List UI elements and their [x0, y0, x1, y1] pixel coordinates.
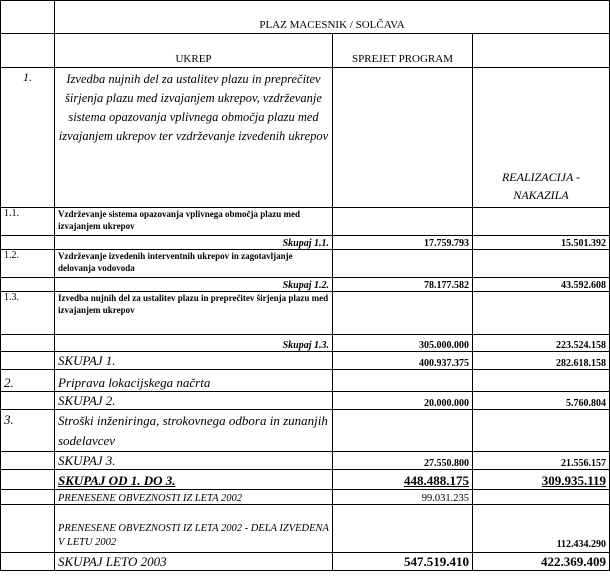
cell-blank — [473, 34, 610, 68]
item-1-3-row — [1, 292, 610, 335]
izvedena-realizacija: 112.434.290 — [473, 505, 610, 553]
cell-blank — [1, 452, 55, 470]
table-title: PLAZ MACESNIK / SOLČAVA — [55, 1, 610, 34]
skupaj2-label: SKUPAJ 2. — [55, 392, 333, 410]
cell-blank — [333, 410, 473, 452]
skupaj2003-program: 547.519.410 — [333, 553, 473, 571]
cell-blank — [1, 392, 55, 410]
item-1-1-program: 17.759.793 — [333, 236, 473, 250]
header-sprejet: SPREJET PROGRAM — [333, 34, 473, 68]
item-1-2-sum-label: Skupaj 1.2. — [55, 278, 333, 292]
section1-num: 1. — [1, 68, 55, 208]
item-1-2-row — [1, 250, 610, 278]
cell-blank — [1, 490, 55, 505]
section3-row — [1, 410, 610, 452]
cell-blank — [1, 1, 55, 34]
skupaj2003-realizacija: 422.369.409 — [473, 553, 610, 571]
skupaj3-row — [1, 452, 610, 470]
prenesene-label: PRENESENE OBVEZNOSTI IZ LETA 2002 — [55, 490, 333, 505]
cell-blank — [473, 250, 610, 278]
cell-blank — [333, 370, 473, 392]
item-1-1-sum-label: Skupaj 1.1. — [55, 236, 333, 250]
item-1-3-text: Izvedba nujnih del za ustalitev plazu in preprečitev širjenja plazu med izvajanjem ukrepov — [55, 292, 333, 335]
item-1-2-program: 78.177.582 — [333, 278, 473, 292]
item-1-1-sum-row — [1, 236, 610, 250]
section3-text: Stroški inženiringa, strokovnega odbora in zunanjih sodelavcev — [55, 410, 333, 452]
cell-blank — [1, 470, 55, 490]
cell-blank — [1, 236, 55, 250]
skupaj1-label: SKUPAJ 1. — [55, 352, 333, 370]
izvedena-label: PRENESENE OBVEZNOSTI IZ LETA 2002 - DELA IZVEDENA V LETU 2002 — [55, 505, 333, 553]
cell-blank — [473, 208, 610, 236]
skupaj1-realizacija: 282.618.158 — [473, 352, 610, 370]
skupaj13-row — [1, 470, 610, 490]
header-row — [1, 34, 610, 68]
section2-num: 2. — [1, 370, 55, 392]
cell-blank — [333, 208, 473, 236]
cell-blank — [333, 292, 473, 335]
skupaj3-label: SKUPAJ 3. — [55, 452, 333, 470]
item-1-3-realizacija: 223.524.158 — [473, 335, 610, 352]
item-1-1-row — [1, 208, 610, 236]
section2-row — [1, 370, 610, 392]
cell-blank — [1, 278, 55, 292]
skupaj1-program: 400.937.375 — [333, 352, 473, 370]
skupaj2-realizacija: 5.760.804 — [473, 392, 610, 410]
izvedena-row — [1, 505, 610, 553]
cell-blank — [473, 292, 610, 335]
item-1-3-sum-label: Skupaj 1.3. — [55, 335, 333, 352]
section3-num: 3. — [1, 410, 55, 452]
cell-blank — [1, 34, 55, 68]
item-1-1-num: 1.1. — [1, 208, 55, 236]
skupaj2003-label: SKUPAJ LETO 2003 — [55, 553, 333, 571]
item-1-3-sum-row — [1, 335, 610, 352]
cell-blank — [473, 490, 610, 505]
skupaj1-row — [1, 352, 610, 370]
cell-blank — [1, 553, 55, 571]
item-1-1-text: Vzdrževanje sistema opazovanja vplivnega območja plazu med izvajanjem ukrepov — [55, 208, 333, 236]
skupaj2003-row — [1, 553, 610, 571]
skupaj13-program: 448.488.175 — [333, 470, 473, 490]
item-1-3-program: 305.000.000 — [333, 335, 473, 352]
title-row — [1, 1, 610, 34]
section1-text: Izvedba nujnih del za ustalitev plazu in preprečitev širjenja plazu med izvajanjem ukrepov, vzdrževanje sistema opazovanja vplivnega območja plazu med izvajanjem ukrepov ter vzdrževanje izvedenih ukrepov — [55, 68, 333, 208]
section2-text: Priprava lokacijskega načrta — [55, 370, 333, 392]
cell-blank — [1, 505, 55, 553]
cell-blank — [333, 505, 473, 553]
item-1-1-realizacija: 15.501.392 — [473, 236, 610, 250]
prenesene-program: 99.031.235 — [333, 490, 473, 505]
item-1-2-realizacija: 43.592.608 — [473, 278, 610, 292]
cell-blank — [333, 68, 473, 208]
cell-blank — [473, 370, 610, 392]
item-1-2-text: Vzdrževanje izvedenih interventnih ukrepov in zagotavljanje delovanja vodovoda — [55, 250, 333, 278]
cell-blank — [473, 410, 610, 452]
skupaj3-realizacija: 21.556.157 — [473, 452, 610, 470]
section1-row — [1, 68, 610, 208]
cell-blank — [1, 335, 55, 352]
skupaj13-realizacija: 309.935.119 — [473, 470, 610, 490]
skupaj3-program: 27.550.800 — [333, 452, 473, 470]
item-1-3-num: 1.3. — [1, 292, 55, 335]
skupaj13-label: SKUPAJ OD 1. DO 3. — [55, 470, 333, 490]
skupaj2-program: 20.000.000 — [333, 392, 473, 410]
prenesene-row — [1, 490, 610, 505]
header-realizacija: REALIZACIJA - NAKAZILA — [473, 68, 610, 208]
item-1-2-num: 1.2. — [1, 250, 55, 278]
cell-blank — [1, 352, 55, 370]
cell-blank — [333, 250, 473, 278]
skupaj2-row — [1, 392, 610, 410]
item-1-2-sum-row — [1, 278, 610, 292]
header-ukrep: UKREP — [55, 34, 333, 68]
